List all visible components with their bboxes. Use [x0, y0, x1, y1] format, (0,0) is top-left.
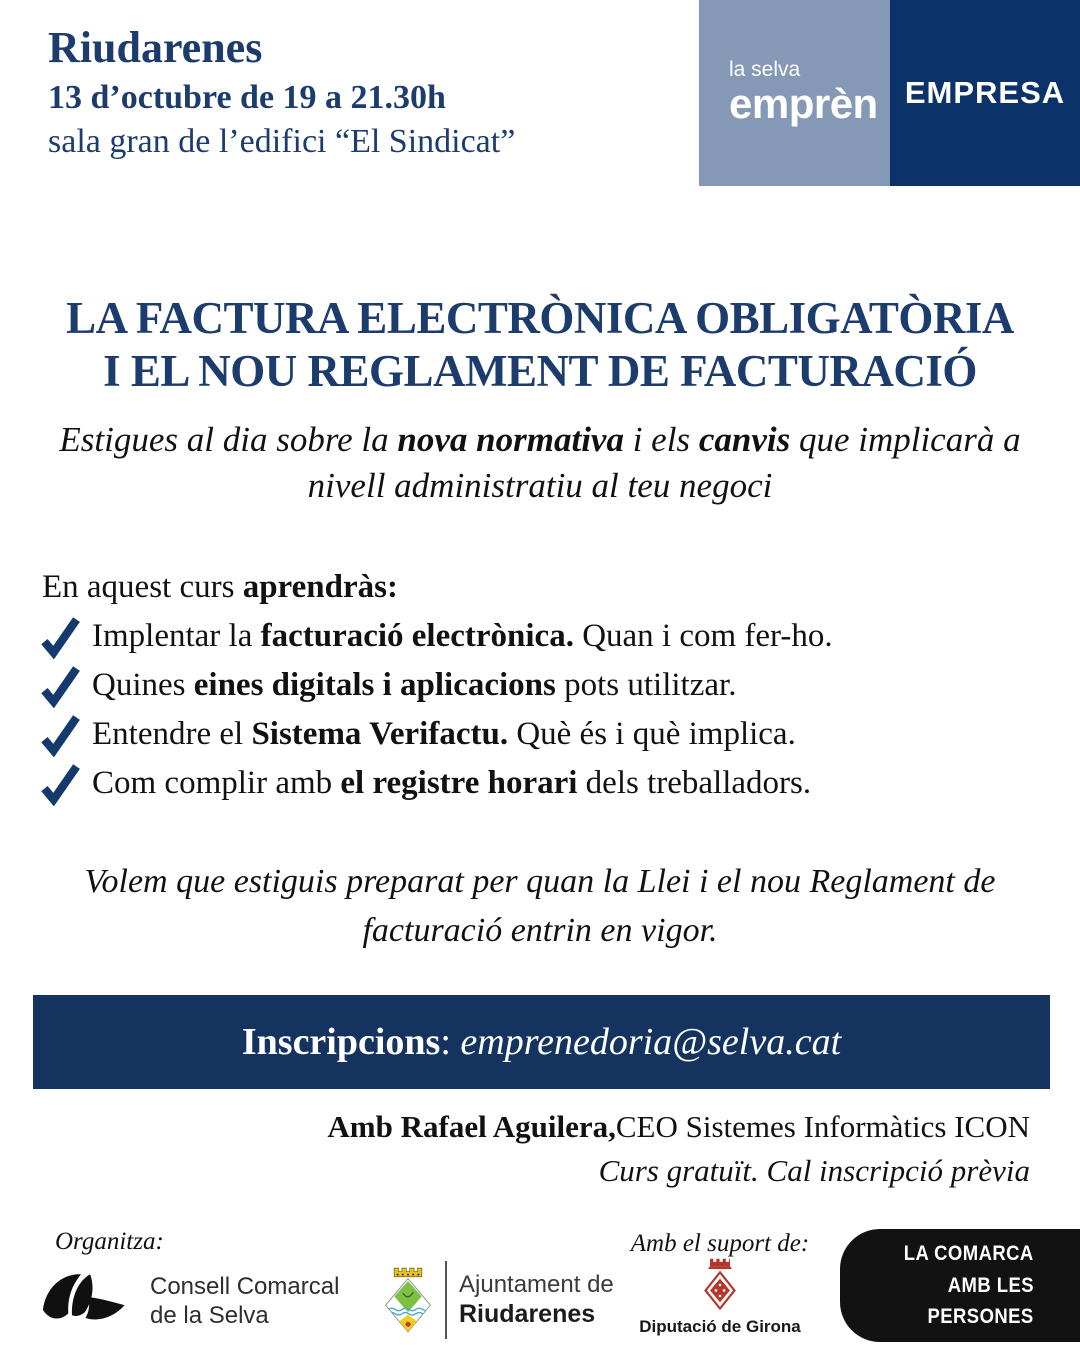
inscription-banner [33, 995, 1050, 1089]
ajuntament-name-line1: Ajuntament de [459, 1270, 614, 1298]
empresa-logo: EMPRESA [890, 0, 1080, 186]
comarca-line: LA COMARCA [904, 1242, 1034, 1266]
event-datetime: 13 d’octubre de 19 a 21.30h [48, 78, 446, 116]
course-intro: En aquest curs aprendràs: [42, 568, 398, 605]
comarca-line: AMB LES [947, 1273, 1034, 1297]
poster-title [28, 292, 1052, 397]
checkmark-icon [38, 713, 82, 757]
readiness-note: Volem que estiguis preparat per quan la Llei i el nou Reglament de facturació entrin en vigor. [84, 862, 996, 949]
consell-name-line2: de la Selva [150, 1302, 269, 1329]
diputacio-crest-icon [694, 1256, 746, 1314]
event-venue: sala gran de l’edifici “El Sindicat” [48, 122, 516, 160]
inscription-text: Inscripcions: emprenedoria@selva.cat [241, 1021, 842, 1064]
speaker-info [0, 1105, 1030, 1193]
brand-logos [699, 0, 1080, 186]
empren-label: emprèn [729, 80, 878, 128]
suport-label: Amb el suport de: [630, 1230, 810, 1257]
comarca-line: PERSONES [927, 1305, 1034, 1329]
course-item-text: Quines eines digitals i aplicacions pots utilitzar. [92, 667, 737, 704]
consell-name [150, 1273, 339, 1331]
event-info [48, 22, 515, 163]
riudarenes-shield-icon [383, 1258, 433, 1342]
consell-name-line1: Consell Comarcal [150, 1273, 340, 1301]
poster-title-line2: I EL NOU REGLAMENT DE FACTURACIÓ [103, 345, 977, 396]
consell-comarcal-logo [38, 1268, 339, 1336]
diputacio-label: Diputació de Girona [639, 1317, 801, 1336]
poster-subtitle: Estigues al dia sobre la nova normativa i els canvis que implicarà a nivell administratiu al teu negoci [59, 420, 1021, 506]
diputacio-girona-logo [630, 1256, 810, 1337]
logo-divider [445, 1261, 447, 1339]
la-selva-empren-logo [699, 0, 890, 186]
speaker-line: Amb Rafael Aguilera,CEO Sistemes Informàtics ICON [327, 1109, 1030, 1145]
comarca-amb-persones-badge [840, 1229, 1080, 1342]
header [0, 0, 1080, 186]
poster-title-line1: LA FACTURA ELECTRÒNICA OBLIGATÒRIA [66, 293, 1014, 343]
course-item-text: Implentar la facturació electrònica. Quan i com fer-ho. [92, 617, 833, 654]
consell-mark-icon [38, 1268, 134, 1336]
checkmark-icon [38, 762, 82, 806]
course-item-text: Entendre el Sistema Verifactu. Què és i què implica. [92, 716, 796, 753]
la-selva-label: la selva [729, 58, 801, 82]
event-town: Riudarenes [48, 23, 263, 72]
organitza-label: Organitza: [55, 1228, 164, 1255]
course-item [38, 711, 1050, 757]
course-item-text: Com complir amb el registre horari dels treballadors. [92, 765, 812, 802]
course-item [38, 662, 1050, 708]
checkmark-icon [38, 615, 82, 659]
free-course-line: Curs gratuït. Cal inscripció prèvia [598, 1153, 1030, 1189]
course-section [38, 564, 1050, 807]
course-item [38, 760, 1050, 806]
ajuntament-name-line2: Riudarenes [459, 1300, 596, 1329]
ajuntament-name [459, 1271, 614, 1330]
course-item [38, 613, 1050, 659]
ajuntament-riudarenes-logo [383, 1258, 614, 1342]
checkmark-icon [38, 664, 82, 708]
